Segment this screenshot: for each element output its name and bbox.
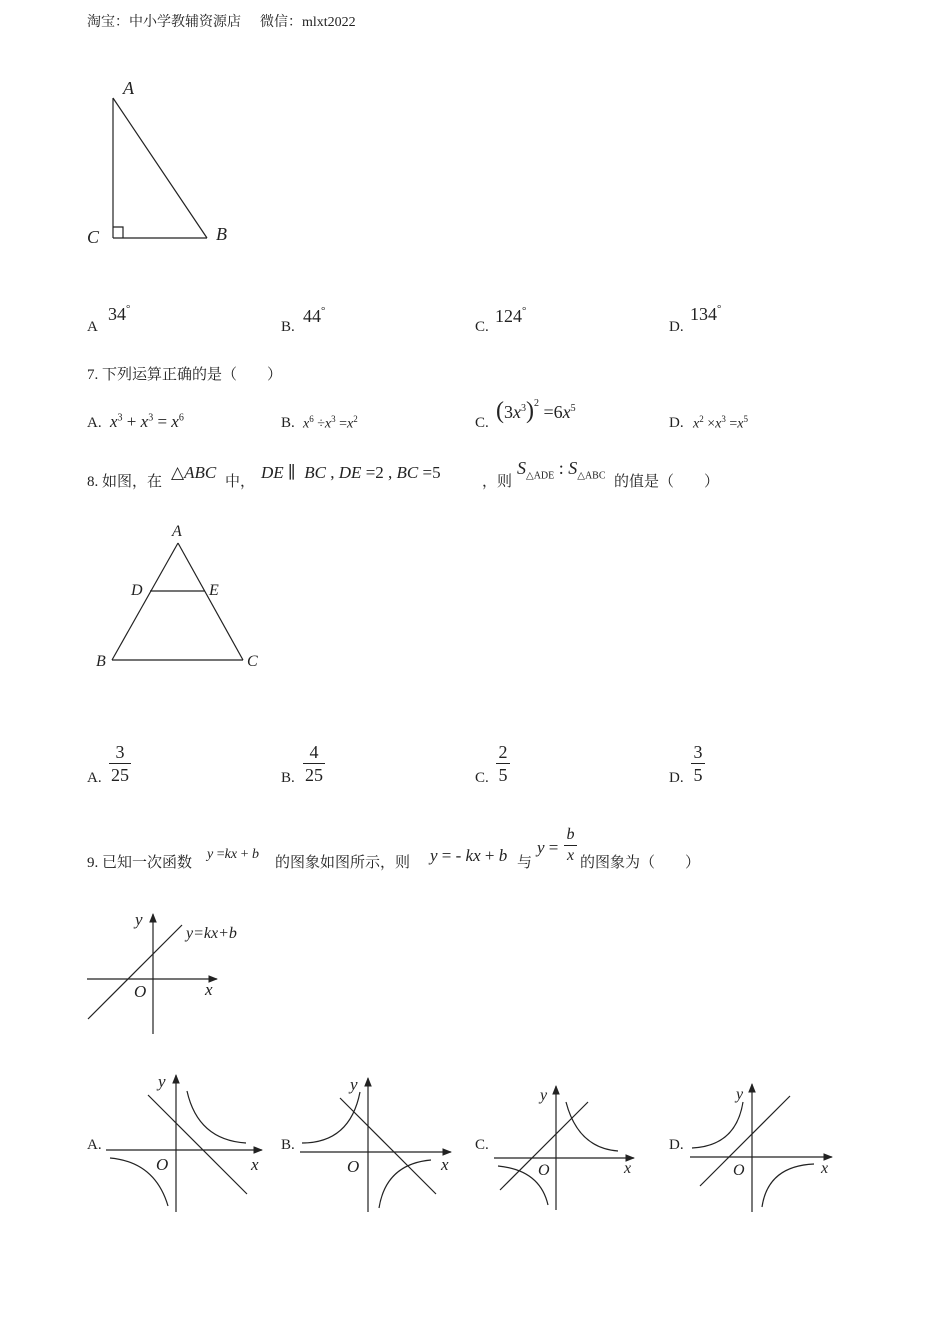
q7-option-c[interactable] bbox=[475, 414, 489, 432]
q9-option-b-letter: B. bbox=[281, 1137, 295, 1153]
q9-stem-linear: y =kx + b bbox=[207, 847, 259, 862]
q9-option-c[interactable] bbox=[475, 1136, 489, 1154]
q7-option-c-letter: C. bbox=[475, 415, 489, 431]
q7-stem: 7. 下列运算正确的是（ ） bbox=[87, 367, 283, 383]
q9-option-a-y-label: y bbox=[158, 1072, 166, 1091]
q7-option-b-expr: $x^6 \div x^3 =x^2$ bbox=[303, 414, 358, 432]
q6-option-c-letter: C. bbox=[475, 319, 489, 335]
q7-option-c-expr: $(3x^3)^2 =6x^5$ bbox=[496, 398, 576, 424]
q9-option-b-graph bbox=[300, 1078, 451, 1212]
q9-option-b-origin: O bbox=[347, 1157, 360, 1176]
q9-option-d-y-label: y bbox=[736, 1086, 744, 1103]
q9-option-b-y-label: y bbox=[350, 1075, 358, 1094]
q9-stem-and: 与 bbox=[517, 855, 533, 871]
q8-option-d-letter: D. bbox=[669, 770, 684, 786]
q8-option-b[interactable] bbox=[281, 769, 295, 787]
q7-option-b[interactable] bbox=[281, 414, 295, 432]
q8-option-c-fraction: 2 5 bbox=[496, 741, 510, 786]
q8-triangle bbox=[112, 543, 243, 660]
q6-option-d[interactable] bbox=[669, 318, 684, 336]
q8-stem-tail: 的值是（ ） bbox=[614, 474, 720, 490]
q9-stem-neg-linear: y = - kx + b bbox=[430, 846, 508, 865]
q8-option-c[interactable] bbox=[475, 769, 489, 787]
q6-option-d-letter: D. bbox=[669, 319, 684, 335]
q9-option-c-graph bbox=[494, 1086, 634, 1210]
q9-stem-mid: 的图象如图所示，则 bbox=[275, 855, 411, 871]
q8-option-c-letter: C. bbox=[475, 770, 489, 786]
q8-label-e: E bbox=[209, 582, 219, 599]
q9-stem-tail: 的图象为（ ） bbox=[580, 855, 701, 871]
q8-option-a[interactable] bbox=[87, 769, 102, 787]
q8-option-d[interactable] bbox=[669, 769, 684, 787]
q8-label-c: C bbox=[247, 653, 258, 670]
q9-option-a-graph bbox=[106, 1075, 262, 1212]
q6-option-a-letter: A bbox=[87, 319, 98, 335]
q9-option-a-letter: A. bbox=[87, 1137, 102, 1153]
q9-stem-num: 9. 已知一次函数 bbox=[87, 855, 193, 871]
q8-option-b-fraction: 4 25 bbox=[305, 742, 323, 785]
q6-option-d-value: 134° bbox=[690, 303, 722, 324]
q9-option-a[interactable] bbox=[87, 1136, 102, 1154]
q6-option-b-letter: B. bbox=[281, 319, 295, 335]
q8-stem-ratio: $S_{\triangle ADE}$ : $S_{\triangle ABC}$ bbox=[517, 458, 606, 482]
q7-option-a[interactable] bbox=[87, 414, 102, 432]
header bbox=[87, 14, 356, 32]
q6-triangle bbox=[113, 98, 207, 238]
q9-option-b[interactable] bbox=[281, 1136, 295, 1154]
q7-option-a-letter: A. bbox=[87, 415, 102, 431]
header-shop: 淘宝：中小学教辅资源店 bbox=[87, 15, 241, 30]
q9-given-origin: O bbox=[134, 982, 147, 1001]
q8-option-a-letter: A. bbox=[87, 770, 102, 786]
q6-option-c[interactable] bbox=[475, 318, 489, 336]
q9-option-a-origin: O bbox=[156, 1155, 169, 1174]
q7-option-d-expr: $x^2 \times x^3 =x^5$ bbox=[693, 414, 748, 432]
q8-option-b-letter: B. bbox=[281, 770, 295, 786]
q9-option-d-graph bbox=[690, 1084, 832, 1212]
q6-option-b[interactable] bbox=[281, 318, 295, 336]
q8-label-b: B bbox=[96, 653, 106, 670]
q9-option-b-x-label: x bbox=[441, 1155, 449, 1174]
q6-option-c-value: 124° bbox=[495, 305, 527, 326]
q9-given-line bbox=[88, 925, 182, 1019]
q6-option-a[interactable] bbox=[87, 318, 98, 336]
q9-option-c-origin: O bbox=[538, 1162, 550, 1179]
q8-option-d-fraction: 3 5 bbox=[691, 741, 705, 786]
q6-label-b: B bbox=[216, 224, 227, 244]
q9-option-d-letter: D. bbox=[669, 1137, 684, 1153]
q9-stem-inverse: y = bbox=[537, 838, 559, 857]
q8-label-a: A bbox=[172, 523, 182, 540]
q8-stem-then: ，则 bbox=[482, 474, 513, 490]
q9-given-y-label: y bbox=[135, 910, 143, 929]
q8-label-d: D bbox=[131, 582, 143, 599]
q9-option-c-x-label: x bbox=[624, 1160, 632, 1177]
q9-option-d-origin: O bbox=[733, 1162, 745, 1179]
q9-given-line-label: y=kx+b bbox=[186, 925, 237, 942]
q6-label-a: A bbox=[123, 78, 134, 98]
q6-option-b-value: 44° bbox=[303, 305, 326, 326]
q8-stem-triangle: △ABC bbox=[171, 463, 217, 482]
q9-stem-inverse-fraction: b x bbox=[564, 825, 577, 866]
q8-option-a-fraction: 3 25 bbox=[111, 742, 129, 785]
q9-option-c-letter: C. bbox=[475, 1137, 489, 1153]
q7-option-d-letter: D. bbox=[669, 415, 684, 431]
q7-option-d[interactable] bbox=[669, 414, 684, 432]
q7-option-b-letter: B. bbox=[281, 415, 295, 431]
q8-stem-conditions: DE ∥ BC , DE =2 , BC =5 bbox=[261, 463, 441, 482]
q6-label-c: C bbox=[87, 227, 100, 247]
q9-given-x-label: x bbox=[205, 980, 213, 999]
q7-option-a-expr: $x^3 + x^3 = x^6$ bbox=[110, 412, 184, 431]
q9-option-c-y-label: y bbox=[540, 1087, 548, 1104]
header-wechat: 微信：mlxt2022 bbox=[260, 15, 356, 30]
q9-option-d-x-label: x bbox=[821, 1160, 829, 1177]
q8-stem-num: 8. 如图，在 bbox=[87, 474, 163, 490]
q9-option-a-x-label: x bbox=[251, 1155, 259, 1174]
q8-stem-mid: 中， bbox=[225, 474, 256, 490]
q9-option-d[interactable] bbox=[669, 1136, 684, 1154]
q6-option-a-value: 34° bbox=[108, 303, 131, 324]
